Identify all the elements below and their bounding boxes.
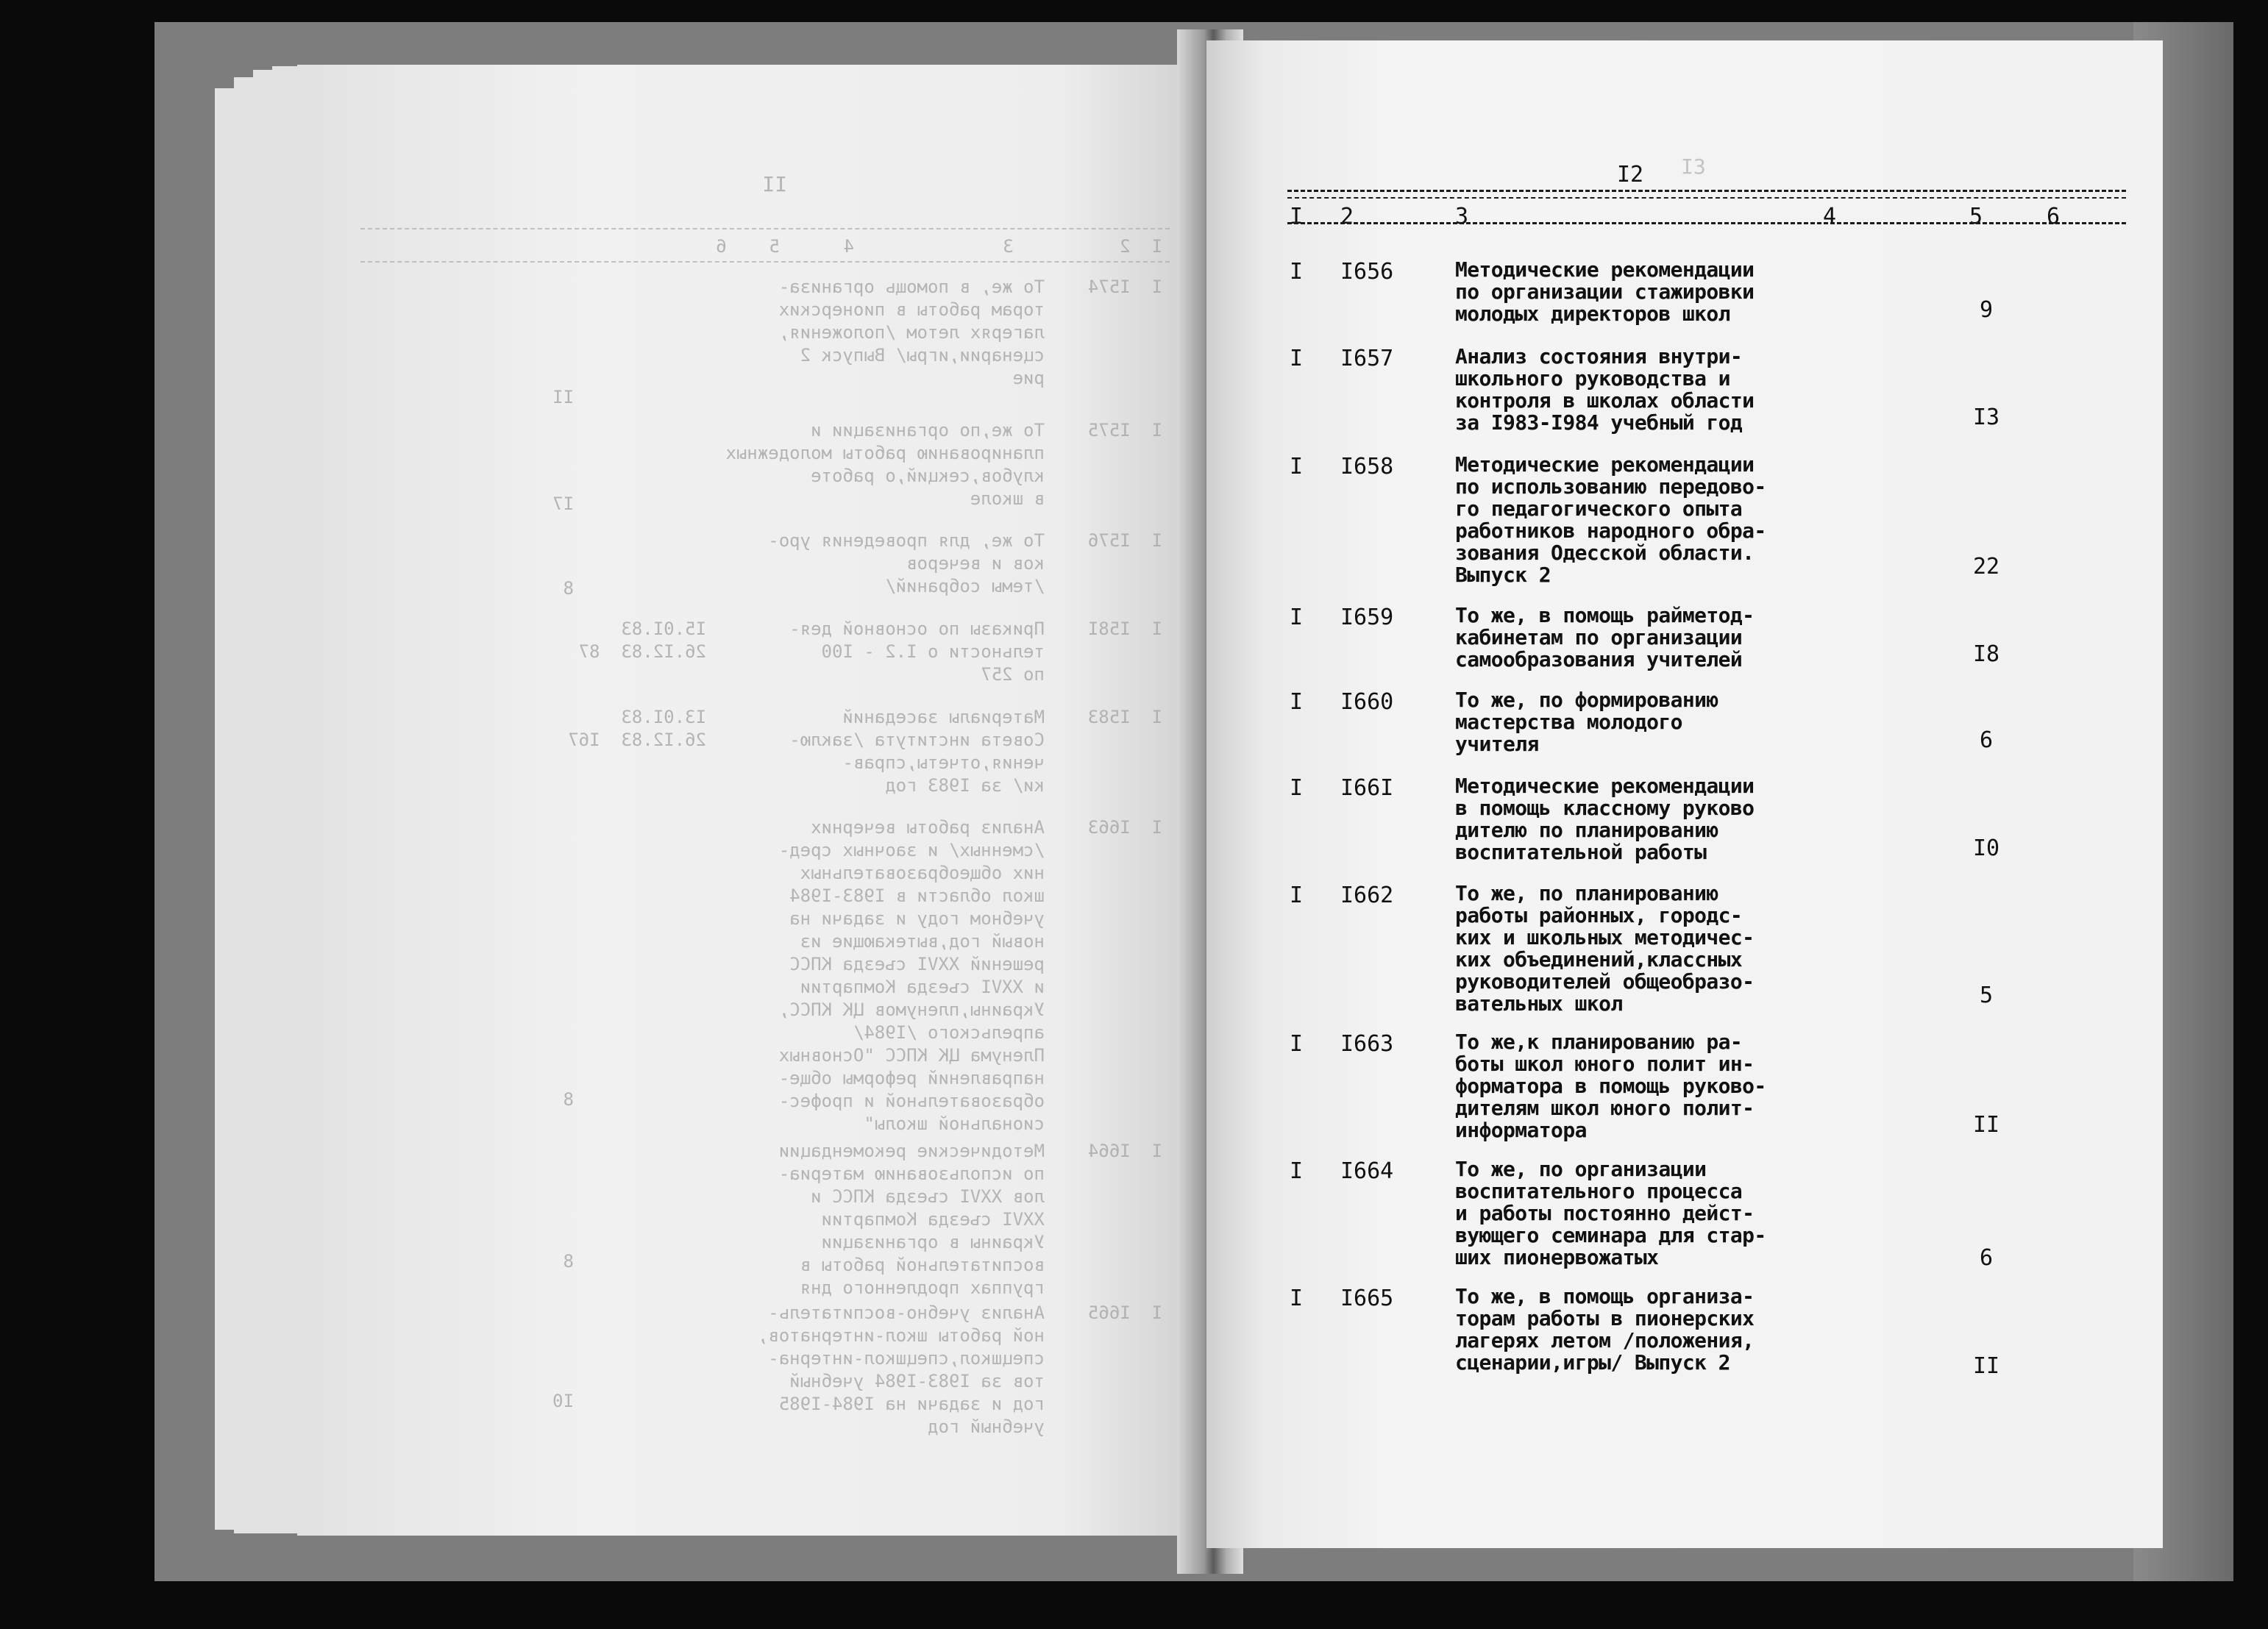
- bleed-value: I0: [552, 1391, 574, 1411]
- row-pages: II: [1972, 1112, 2000, 1138]
- row-title: То же, по планированию работы районных, городс- ких и школьных методичес- ких объединений,классных руководителей общеобразо- вательных школ: [1455, 881, 1755, 1016]
- bleed-text: То же, для проведения уро- ков и вечеров /темы собраний/: [768, 530, 1045, 596]
- row-number: I66I: [1340, 775, 1394, 801]
- column-header-6: 6: [2047, 204, 2061, 229]
- row-number: I658: [1340, 454, 1394, 480]
- bleed-column-headers: I 2 3 4 5 6: [716, 236, 1162, 257]
- row-number: I662: [1340, 883, 1394, 908]
- bleed-number: I I665: [1087, 1302, 1162, 1323]
- row-number: I657: [1340, 346, 1394, 371]
- row-title: Методические рекомендации по использованию передово- го педагогического опыта работников народного обра- зования Одесской области. Выпуск 2: [1455, 452, 1766, 587]
- bleed-text: Приказы по основной дея- тельности о I.2 - I00 по 257: [789, 619, 1045, 685]
- bleed-page-number: II: [762, 172, 787, 196]
- row-number: I660: [1340, 689, 1394, 715]
- row-title: То же,к планированию ра- боты школ юного полит ин- форматора в помощь руково- дителям школ юного полит- информатора: [1455, 1030, 1766, 1142]
- bleed-text: То же, в помощь организа- торам работы в пионерских лагерях летом /положения, сценарии,игры/ Выпуск 2 рие: [778, 277, 1045, 388]
- row-volume: I: [1290, 1031, 1304, 1057]
- page-number: I2: [1617, 162, 1644, 188]
- row-title: Методические рекомендации в помощь классному руково дителю по планированию воспитательной работы: [1455, 774, 1755, 864]
- bleed-rule: [360, 261, 1170, 263]
- row-volume: I: [1290, 346, 1304, 371]
- row-pages: I0: [1972, 835, 2000, 861]
- column-header-1: I: [1290, 204, 1304, 229]
- row-number: I665: [1340, 1286, 1394, 1311]
- row-number: I659: [1340, 605, 1394, 630]
- row-title: То же, в помощь райметод- кабинетам по организации самообразования учителей: [1455, 603, 1755, 671]
- bleed-value: 8: [563, 1089, 574, 1110]
- row-title: То же, по организации воспитательного процесса и работы постоянно дейст- вующего семинара для стар- ших пионервожатых: [1455, 1157, 1766, 1269]
- bleed-value: I3.0I.83 26.I2.83 I67: [568, 707, 706, 750]
- row-volume: I: [1290, 605, 1304, 630]
- row-number: I664: [1340, 1158, 1394, 1184]
- bleed-number: I I574: [1087, 277, 1162, 297]
- left-page-bleed-through: [346, 118, 1184, 1515]
- column-header-4: 4: [1823, 204, 1837, 229]
- bleed-text: Материалы заседаний Совета института /заклю- чения,отчеты,справ- ки/ за I983 год: [789, 707, 1045, 796]
- row-pages: I3: [1972, 404, 2000, 430]
- row-volume: I: [1290, 1158, 1304, 1184]
- row-number: I663: [1340, 1031, 1394, 1057]
- row-volume: I: [1290, 689, 1304, 715]
- row-title: Анализ состояния внутри- школьного руководства и контроля в школах области за I983-I984 учебный год: [1455, 344, 1755, 435]
- column-header-2: 2: [1340, 204, 1354, 229]
- bleed-value: I7: [552, 493, 574, 514]
- row-volume: I: [1290, 259, 1304, 285]
- bleed-text: Анализ работы вечерних /сменных/ и заочных сред- них общеобразовательных школ области в I983-I984 учебном году и задачи на новый год,вытекающие из решений XXVI съезда КПСС и XXVI съезда Компартии Украины,пленумов ЦК КПСС, апрельского /I984/ Пленума ЦК КПСС "Основных направлений реформы обще- образовательной и профес- сиональной школы": [778, 817, 1045, 1134]
- row-volume: I: [1290, 454, 1304, 480]
- bleed-number: I I583: [1087, 707, 1162, 727]
- table-header-rule: [1287, 222, 2126, 224]
- bleed-value: 8: [563, 578, 574, 599]
- row-pages: II: [1972, 1353, 2000, 1379]
- row-pages: 22: [1972, 554, 2000, 580]
- row-title: То же, в помощь организа- торам работы в пионерских лагерях летом /положения, сценарии,игры/ Выпуск 2: [1455, 1284, 1755, 1375]
- bleed-number: I I576: [1087, 530, 1162, 551]
- table-top-rule: [1287, 190, 2126, 192]
- row-title: То же, по формированию мастерства молодого учителя: [1455, 688, 1718, 756]
- column-header-5: 5: [1969, 204, 1983, 229]
- bleed-text: То же,по организации и планированию работы молодежных клубов,секций,о работе в школе: [725, 420, 1045, 509]
- bleed-number: I I575: [1087, 420, 1162, 441]
- row-number: I656: [1340, 259, 1394, 285]
- bleed-number: I I663: [1087, 817, 1162, 838]
- row-pages: 6: [1979, 1245, 1994, 1271]
- bleed-value: 8: [563, 1251, 574, 1272]
- table-top-rule: [1287, 197, 2126, 199]
- row-volume: I: [1290, 883, 1304, 908]
- row-pages: 5: [1979, 983, 1994, 1008]
- row-title: Методические рекомендации по организации стажировки молодых директоров школ: [1455, 257, 1755, 326]
- bleed-text: Методические рекомендации по использованию материа- лов XXVI съезда КПСС и XXVI съезда Компартии Украины в организации воспитательной работы в группах продленного дня: [778, 1141, 1045, 1298]
- bleed-value: II: [552, 387, 574, 407]
- row-volume: I: [1290, 775, 1304, 801]
- bleed-rule: [360, 228, 1170, 229]
- page-stack-edge: [272, 66, 300, 1533]
- row-pages: 6: [1979, 727, 1994, 753]
- bleed-number: I I664: [1087, 1141, 1162, 1161]
- column-header-3: 3: [1455, 204, 1469, 229]
- faint-page-number: I3: [1681, 154, 1706, 179]
- row-volume: I: [1290, 1286, 1304, 1311]
- row-pages: I8: [1972, 641, 2000, 667]
- row-pages: 9: [1979, 297, 1994, 323]
- bleed-text: Анализ учебно-воспитатель- ной работы школ-интернатов, спецшкол,спецшкол-интерна- тов за I983-I984 учебный год и задачи на I984-I985 учебный год: [757, 1302, 1045, 1437]
- bleed-value: I5.0I.83 26.I2.83 87: [578, 619, 706, 662]
- bleed-number: I I58I: [1087, 619, 1162, 639]
